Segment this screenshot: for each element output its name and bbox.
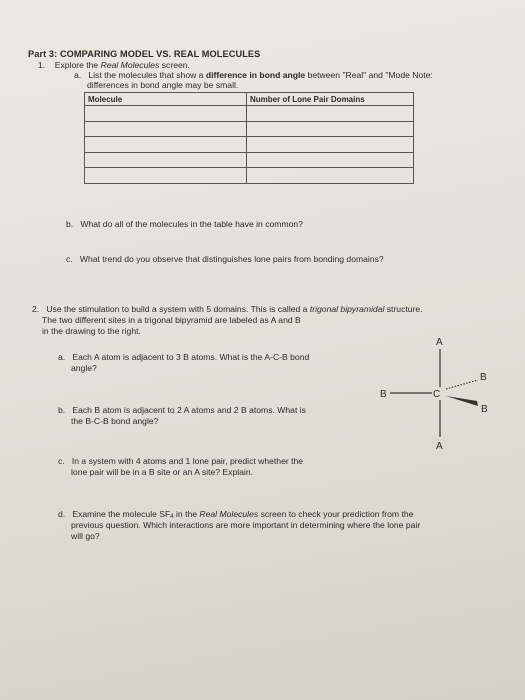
q2-line2: The two different sites in a trigonal bipyramid are labeled as A and B [42, 315, 301, 325]
q2b-line1 [58, 405, 306, 416]
q1c-letter: c. [66, 254, 73, 264]
table-header-molecule: Molecule [85, 93, 247, 106]
q2c-letter: c. [58, 456, 65, 466]
trigonal-bipyramid-diagram [380, 335, 500, 460]
table-cell[interactable] [85, 168, 247, 184]
q2d-letter: d. [58, 509, 66, 519]
q2a-line2: angle? [71, 363, 97, 373]
q1-text-pre: Explore the [54, 60, 101, 70]
bond-wedge [446, 396, 478, 406]
q1a-bold: difference in bond angle [205, 70, 306, 80]
q2c-text1: In a system with 4 atoms and 1 lone pair, predict whether the [71, 456, 304, 466]
diagram-label-right-b-lower: B [481, 404, 488, 415]
q2-line1 [32, 304, 423, 315]
table-header-row [85, 93, 414, 106]
q1a-pre: List the molecules that show a [88, 70, 206, 80]
q1c-text: What trend do you observe that distinguishes lone pairs from bonding domains? [79, 254, 384, 264]
diagram-label-top-a: A [436, 337, 443, 348]
table-cell[interactable] [85, 152, 247, 168]
table-cell[interactable] [85, 137, 247, 153]
diagram-label-left-b: B [380, 389, 387, 400]
table-header-lone-pairs: Number of Lone Pair Domains [247, 93, 414, 106]
q1-number: 1. [38, 60, 46, 70]
q1c-line [66, 254, 384, 265]
diagram-label-bottom-a: A [436, 441, 443, 452]
q2b-line2: the B-C-B bond angle? [71, 416, 159, 426]
q2b-letter: b. [58, 405, 66, 415]
q1-text-post: screen. [159, 60, 190, 70]
table-cell[interactable] [247, 137, 414, 153]
table-row [85, 106, 414, 122]
q1b-text: What do all of the molecules in the table have in common? [80, 219, 303, 229]
diagram-label-center-c: C [433, 389, 441, 400]
q2d-italic: Real Molecules [199, 509, 259, 519]
table-cell[interactable] [247, 168, 414, 184]
q2-line1-italic: trigonal bipyramidal [309, 304, 385, 314]
q2-line1-pre: Use the stimulation to build a system with 5 domains. This is called a [46, 304, 310, 314]
table-cell[interactable] [85, 121, 247, 137]
q2c-line2: lone pair will be in a B site or an A site? Explain. [71, 467, 254, 477]
q2a-line1 [58, 352, 309, 363]
table-cell[interactable] [247, 152, 414, 168]
q2b-text1: Each B atom is adjacent to 2 A atoms and 2 B atoms. What is [72, 405, 306, 415]
q1b-letter: b. [66, 219, 74, 229]
q2a-text1: Each A atom is adjacent to 3 B atoms. What is the A-C-B bond [72, 352, 310, 362]
q1a-letter: a. [74, 70, 82, 80]
q1a-line2: differences in bond angle may be small. [87, 80, 239, 90]
q2a-letter: a. [58, 352, 66, 362]
q2d-line2: previous question. Which interactions are more important in determining where the lone pair [71, 520, 421, 530]
table-row [85, 152, 414, 168]
q2d-pre: Examine the molecule SF [72, 509, 171, 519]
bond-dashed [446, 380, 478, 389]
q2-number: 2. [32, 304, 40, 314]
q2d-line3: will go? [71, 531, 100, 541]
table-row [85, 121, 414, 137]
table-cell[interactable] [247, 106, 414, 122]
table-cell[interactable] [85, 106, 247, 122]
diagram-label-right-b-upper: B [480, 372, 487, 383]
q2d-mid: in the [173, 509, 200, 519]
table-cell[interactable] [247, 121, 414, 137]
q1-text-italic: Real Molecules [100, 60, 160, 70]
q2-line3: in the drawing to the right. [42, 326, 141, 336]
table-row [85, 137, 414, 153]
molecule-table [84, 92, 414, 184]
q2d-post: screen to check your prediction from the [258, 509, 414, 519]
part-title: Part 3: COMPARING MODEL VS. REAL MOLECULES [28, 49, 261, 59]
q2-line1-post: structure. [384, 304, 423, 314]
q2c-line1 [58, 456, 303, 467]
q2d-subscript: 4 [170, 514, 174, 520]
q1a-post: between "Real" and "Mode Note: [305, 70, 433, 80]
table-row [85, 168, 414, 184]
q1b-line [66, 219, 303, 230]
